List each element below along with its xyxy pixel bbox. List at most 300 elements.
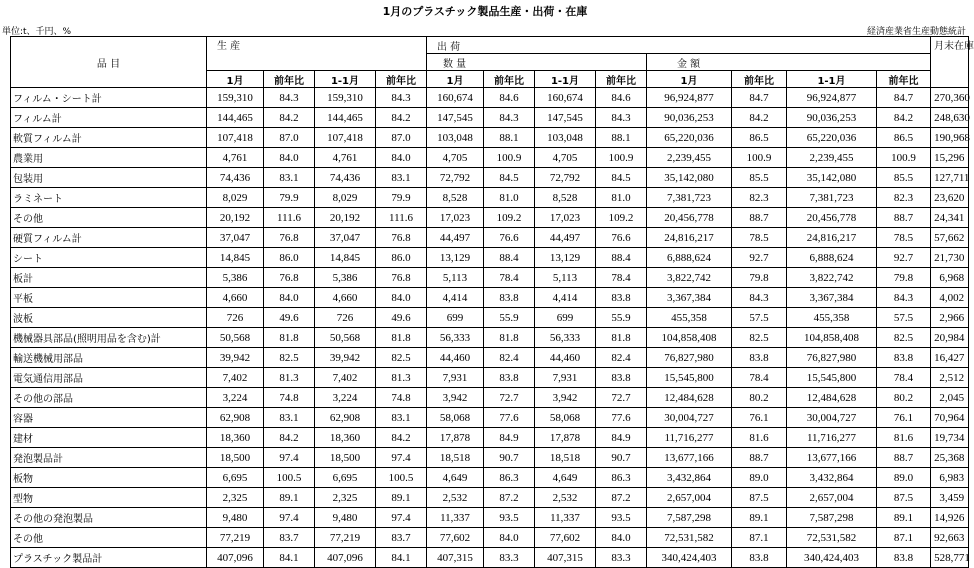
col-amount-cum-yoy: 前年比 xyxy=(877,71,931,88)
table-cell: 407,315 xyxy=(535,548,596,568)
table-cell: 20,984 xyxy=(931,328,969,348)
table-cell: 81.8 xyxy=(376,328,427,348)
col-quantity-jan: 1月 xyxy=(427,71,484,88)
table-cell: 83.7 xyxy=(376,528,427,548)
table-cell: 76.1 xyxy=(732,408,787,428)
table-cell: 84.7 xyxy=(732,88,787,108)
table-cell: 2,325 xyxy=(207,488,264,508)
table-cell: 455,358 xyxy=(647,308,732,328)
table-cell: 3,432,864 xyxy=(647,468,732,488)
table-cell: 83.1 xyxy=(376,168,427,188)
table-cell: 86.0 xyxy=(376,248,427,268)
table-cell: 455,358 xyxy=(787,308,877,328)
table-cell: 76.8 xyxy=(376,268,427,288)
table-cell: 24,816,217 xyxy=(647,228,732,248)
table-cell: 82.5 xyxy=(732,328,787,348)
table-cell: 88.4 xyxy=(484,248,535,268)
row-item-name: フィルム計 xyxy=(11,108,207,128)
table-cell: 82.5 xyxy=(376,348,427,368)
table-cell: 159,310 xyxy=(207,88,264,108)
table-cell: 50,568 xyxy=(207,328,264,348)
table-cell: 79.8 xyxy=(877,268,931,288)
table-cell: 86.3 xyxy=(484,468,535,488)
table-cell: 18,360 xyxy=(315,428,376,448)
table-row xyxy=(11,328,969,348)
row-item-name: その他 xyxy=(11,208,207,228)
table-cell: 14,926 xyxy=(931,508,969,528)
table-cell: 88.1 xyxy=(484,128,535,148)
table-cell: 104,858,408 xyxy=(647,328,732,348)
table-cell: 84.3 xyxy=(376,88,427,108)
table-row xyxy=(11,108,969,128)
table-cell: 62,908 xyxy=(207,408,264,428)
table-cell: 4,414 xyxy=(427,288,484,308)
table-cell: 100.5 xyxy=(264,468,315,488)
table-cell: 83.1 xyxy=(376,408,427,428)
table-cell: 144,465 xyxy=(315,108,376,128)
table-cell: 82.3 xyxy=(732,188,787,208)
table-cell: 44,460 xyxy=(535,348,596,368)
table-row xyxy=(11,308,969,328)
table-cell: 83.1 xyxy=(264,408,315,428)
table-cell: 84.1 xyxy=(264,548,315,568)
table-cell: 83.3 xyxy=(596,548,647,568)
table-cell: 88.1 xyxy=(596,128,647,148)
table-cell: 86.5 xyxy=(732,128,787,148)
table-cell: 93.5 xyxy=(484,508,535,528)
table-cell: 55.9 xyxy=(596,308,647,328)
table-cell: 87.2 xyxy=(596,488,647,508)
shipment-header: 出 荷 xyxy=(427,37,931,54)
table-cell: 83.8 xyxy=(732,348,787,368)
table-cell: 88.4 xyxy=(596,248,647,268)
table-cell: 17,023 xyxy=(535,208,596,228)
table-cell: 78.5 xyxy=(877,228,931,248)
table-cell: 5,113 xyxy=(427,268,484,288)
table-cell: 127,711 xyxy=(931,168,969,188)
table-cell: 82.5 xyxy=(877,328,931,348)
table-cell: 89.1 xyxy=(376,488,427,508)
col-amount-cum: 1-1月 xyxy=(787,71,877,88)
table-cell: 4,761 xyxy=(207,148,264,168)
table-cell: 97.4 xyxy=(376,448,427,468)
table-cell: 83.3 xyxy=(484,548,535,568)
table-cell: 8,528 xyxy=(535,188,596,208)
table-cell: 5,386 xyxy=(315,268,376,288)
table-cell: 5,386 xyxy=(207,268,264,288)
table-cell: 18,518 xyxy=(427,448,484,468)
table-cell: 7,381,723 xyxy=(647,188,732,208)
table-cell: 65,220,036 xyxy=(647,128,732,148)
table-cell: 78.4 xyxy=(877,368,931,388)
table-cell: 97.4 xyxy=(376,508,427,528)
page-title: 1月のプラスチック製品生産・出荷・在庫 xyxy=(382,5,588,18)
table-cell: 4,705 xyxy=(535,148,596,168)
table-cell: 72,531,582 xyxy=(787,528,877,548)
table-row xyxy=(11,408,969,428)
table-cell: 144,465 xyxy=(207,108,264,128)
table-row xyxy=(11,228,969,248)
table-cell: 107,418 xyxy=(315,128,376,148)
table-cell: 4,761 xyxy=(315,148,376,168)
table-cell: 90,036,253 xyxy=(647,108,732,128)
table-cell: 84.2 xyxy=(877,108,931,128)
table-cell: 93.5 xyxy=(596,508,647,528)
table-cell: 56,333 xyxy=(427,328,484,348)
table-cell: 70,964 xyxy=(931,408,969,428)
table-cell: 92.7 xyxy=(732,248,787,268)
table-cell: 84.2 xyxy=(376,108,427,128)
table-cell: 23,620 xyxy=(931,188,969,208)
table-cell: 50,568 xyxy=(315,328,376,348)
table-cell: 89.1 xyxy=(732,508,787,528)
table-cell: 11,716,277 xyxy=(647,428,732,448)
table-cell: 79.9 xyxy=(264,188,315,208)
table-cell: 77,602 xyxy=(535,528,596,548)
table-cell: 84.1 xyxy=(376,548,427,568)
table-cell: 3,367,384 xyxy=(787,288,877,308)
table-cell: 39,942 xyxy=(315,348,376,368)
quantity-header: 数 量 xyxy=(427,54,647,71)
table-cell: 84.3 xyxy=(264,88,315,108)
table-cell: 84.3 xyxy=(596,108,647,128)
table-cell: 8,029 xyxy=(315,188,376,208)
table-cell: 88.7 xyxy=(732,208,787,228)
table-cell: 74,436 xyxy=(315,168,376,188)
table-cell: 82.5 xyxy=(264,348,315,368)
col-amount-jan-yoy: 前年比 xyxy=(732,71,787,88)
table-row xyxy=(11,468,969,488)
table-cell: 81.8 xyxy=(484,328,535,348)
table-cell: 83.8 xyxy=(484,368,535,388)
table-cell: 104,858,408 xyxy=(787,328,877,348)
table-row xyxy=(11,288,969,308)
table-cell: 79.8 xyxy=(732,268,787,288)
table-cell: 2,532 xyxy=(427,488,484,508)
table-cell: 81.0 xyxy=(484,188,535,208)
table-cell: 100.9 xyxy=(596,148,647,168)
table-cell: 24,341 xyxy=(931,208,969,228)
table-cell: 15,545,800 xyxy=(787,368,877,388)
table-row xyxy=(11,428,969,448)
table-cell: 699 xyxy=(535,308,596,328)
table-cell: 19,734 xyxy=(931,428,969,448)
table-cell: 84.0 xyxy=(484,528,535,548)
table-cell: 35,142,080 xyxy=(787,168,877,188)
table-cell: 83.8 xyxy=(732,548,787,568)
table-row xyxy=(11,208,969,228)
col-production-cum-yoy: 前年比 xyxy=(376,71,427,88)
table-cell: 7,931 xyxy=(535,368,596,388)
table-cell: 81.3 xyxy=(264,368,315,388)
table-cell: 83.8 xyxy=(484,288,535,308)
col-production-jan-yoy: 前年比 xyxy=(264,71,315,88)
table-cell: 88.7 xyxy=(877,448,931,468)
table-cell: 82.3 xyxy=(877,188,931,208)
table-cell: 13,129 xyxy=(427,248,484,268)
table-cell: 76.6 xyxy=(484,228,535,248)
table-cell: 8,029 xyxy=(207,188,264,208)
table-cell: 7,587,298 xyxy=(647,508,732,528)
table-cell: 84.0 xyxy=(376,288,427,308)
table-cell: 86.5 xyxy=(877,128,931,148)
table-cell: 3,224 xyxy=(207,388,264,408)
table-cell: 3,459 xyxy=(931,488,969,508)
table-cell: 84.7 xyxy=(877,88,931,108)
table-cell: 9,480 xyxy=(315,508,376,528)
table-cell: 11,337 xyxy=(427,508,484,528)
table-cell: 84.0 xyxy=(376,148,427,168)
table-cell: 2,657,004 xyxy=(647,488,732,508)
table-cell: 49.6 xyxy=(264,308,315,328)
table-cell: 82.4 xyxy=(596,348,647,368)
table-cell: 9,480 xyxy=(207,508,264,528)
table-cell: 83.1 xyxy=(264,168,315,188)
table-cell: 4,660 xyxy=(207,288,264,308)
row-item-name: フィルム・シート計 xyxy=(11,88,207,108)
row-item-name: 電気通信用部品 xyxy=(11,368,207,388)
table-cell: 97.4 xyxy=(264,448,315,468)
table-row xyxy=(11,188,969,208)
table-cell: 160,674 xyxy=(535,88,596,108)
table-cell: 7,587,298 xyxy=(787,508,877,528)
row-item-name: シート xyxy=(11,248,207,268)
table-cell: 84.2 xyxy=(732,108,787,128)
table-cell: 699 xyxy=(427,308,484,328)
table-cell: 72,531,582 xyxy=(647,528,732,548)
table-cell: 2,239,455 xyxy=(787,148,877,168)
table-cell: 84.2 xyxy=(264,428,315,448)
table-cell: 4,649 xyxy=(427,468,484,488)
stock-header: 月末在庫 xyxy=(931,37,969,88)
table-cell: 89.0 xyxy=(732,468,787,488)
table-cell: 726 xyxy=(207,308,264,328)
table-cell: 30,004,727 xyxy=(647,408,732,428)
table-cell: 84.9 xyxy=(596,428,647,448)
table-cell: 6,888,624 xyxy=(787,248,877,268)
table-cell: 81.8 xyxy=(596,328,647,348)
table-cell: 15,296 xyxy=(931,148,969,168)
table-cell: 72,792 xyxy=(535,168,596,188)
table-cell: 16,427 xyxy=(931,348,969,368)
row-item-name: 軟質フィルム計 xyxy=(11,128,207,148)
table-cell: 88.7 xyxy=(732,448,787,468)
table-cell: 84.0 xyxy=(264,148,315,168)
table-cell: 80.2 xyxy=(877,388,931,408)
table-cell: 7,402 xyxy=(207,368,264,388)
table-cell: 17,023 xyxy=(427,208,484,228)
table-cell: 11,337 xyxy=(535,508,596,528)
table-cell: 84.0 xyxy=(596,528,647,548)
table-row xyxy=(11,388,969,408)
table-cell: 81.6 xyxy=(877,428,931,448)
table-cell: 7,381,723 xyxy=(787,188,877,208)
table-cell: 11,716,277 xyxy=(787,428,877,448)
table-cell: 90.7 xyxy=(596,448,647,468)
table-cell: 81.3 xyxy=(376,368,427,388)
table-row xyxy=(11,528,969,548)
table-cell: 77,219 xyxy=(207,528,264,548)
table-cell: 77,602 xyxy=(427,528,484,548)
table-cell: 92,663 xyxy=(931,528,969,548)
table-cell: 18,500 xyxy=(207,448,264,468)
table-cell: 89.0 xyxy=(877,468,931,488)
table-cell: 6,695 xyxy=(207,468,264,488)
row-item-name: ラミネート xyxy=(11,188,207,208)
table-cell: 76.8 xyxy=(264,228,315,248)
table-cell: 44,497 xyxy=(427,228,484,248)
table-cell: 89.1 xyxy=(264,488,315,508)
table-row xyxy=(11,248,969,268)
table-cell: 72.7 xyxy=(484,388,535,408)
row-item-name: 板計 xyxy=(11,268,207,288)
table-cell: 100.9 xyxy=(877,148,931,168)
table-cell: 3,822,742 xyxy=(647,268,732,288)
row-item-name: その他 xyxy=(11,528,207,548)
table-cell: 96,924,877 xyxy=(647,88,732,108)
table-cell: 3,942 xyxy=(535,388,596,408)
row-item-name: 平板 xyxy=(11,288,207,308)
table-cell: 7,931 xyxy=(427,368,484,388)
table-cell: 14,845 xyxy=(315,248,376,268)
table-cell: 84.6 xyxy=(484,88,535,108)
table-cell: 407,315 xyxy=(427,548,484,568)
table-cell: 18,500 xyxy=(315,448,376,468)
table-cell: 74.8 xyxy=(264,388,315,408)
table-cell: 84.3 xyxy=(732,288,787,308)
table-cell: 88.7 xyxy=(877,208,931,228)
table-cell: 76.8 xyxy=(264,268,315,288)
table-cell: 74,436 xyxy=(207,168,264,188)
table-cell: 340,424,403 xyxy=(647,548,732,568)
table-cell: 2,966 xyxy=(931,308,969,328)
table-cell: 109.2 xyxy=(596,208,647,228)
table-cell: 87.1 xyxy=(732,528,787,548)
table-cell: 44,460 xyxy=(427,348,484,368)
table-cell: 109.2 xyxy=(484,208,535,228)
table-cell: 4,705 xyxy=(427,148,484,168)
table-cell: 86.3 xyxy=(596,468,647,488)
table-cell: 58,068 xyxy=(427,408,484,428)
row-item-name: 農業用 xyxy=(11,148,207,168)
unit-note: 単位:t、千円、% xyxy=(2,27,72,37)
table-cell: 55.9 xyxy=(484,308,535,328)
table-cell: 72.7 xyxy=(596,388,647,408)
table-cell: 77,219 xyxy=(315,528,376,548)
table-cell: 65,220,036 xyxy=(787,128,877,148)
table-cell: 87.5 xyxy=(732,488,787,508)
table-cell: 100.9 xyxy=(732,148,787,168)
row-item-name: 輸送機械用部品 xyxy=(11,348,207,368)
table-cell: 57,662 xyxy=(931,228,969,248)
row-item-name: 容器 xyxy=(11,408,207,428)
table-cell: 83.8 xyxy=(596,288,647,308)
table-cell: 44,497 xyxy=(535,228,596,248)
table-cell: 3,942 xyxy=(427,388,484,408)
table-cell: 78.4 xyxy=(484,268,535,288)
table-cell: 77.6 xyxy=(484,408,535,428)
table-cell: 57.5 xyxy=(732,308,787,328)
table-cell: 85.5 xyxy=(877,168,931,188)
table-row xyxy=(11,508,969,528)
source-note: 経済産業省生産動態統計 xyxy=(866,27,966,37)
table-cell: 62,908 xyxy=(315,408,376,428)
table-cell: 56,333 xyxy=(535,328,596,348)
table-cell: 147,545 xyxy=(427,108,484,128)
row-item-name: その他の発泡製品 xyxy=(11,508,207,528)
amount-header: 金 額 xyxy=(647,54,931,71)
col-quantity-cum-yoy: 前年比 xyxy=(596,71,647,88)
table-cell: 147,545 xyxy=(535,108,596,128)
table-cell: 85.5 xyxy=(732,168,787,188)
table-cell: 81.0 xyxy=(596,188,647,208)
table-cell: 78.4 xyxy=(596,268,647,288)
statistics-table xyxy=(10,36,974,568)
table-cell: 407,096 xyxy=(207,548,264,568)
table-cell: 8,528 xyxy=(427,188,484,208)
table-cell: 160,674 xyxy=(427,88,484,108)
table-cell: 7,402 xyxy=(315,368,376,388)
table-cell: 4,414 xyxy=(535,288,596,308)
table-cell: 2,325 xyxy=(315,488,376,508)
table-cell: 3,367,384 xyxy=(647,288,732,308)
table-cell: 6,983 xyxy=(931,468,969,488)
table-cell: 159,310 xyxy=(315,88,376,108)
table-cell: 35,142,080 xyxy=(647,168,732,188)
table-cell: 17,878 xyxy=(427,428,484,448)
production-header: 生 産 xyxy=(207,37,427,71)
table-cell: 82.4 xyxy=(484,348,535,368)
table-cell: 4,002 xyxy=(931,288,969,308)
table-cell: 4,660 xyxy=(315,288,376,308)
col-quantity-cum: 1-1月 xyxy=(535,71,596,88)
table-cell: 2,045 xyxy=(931,388,969,408)
table-cell: 78.5 xyxy=(732,228,787,248)
table-cell: 90,036,253 xyxy=(787,108,877,128)
table-cell: 21,730 xyxy=(931,248,969,268)
table-cell: 78.4 xyxy=(732,368,787,388)
table-cell: 81.8 xyxy=(264,328,315,348)
row-item-name: 発泡製品計 xyxy=(11,448,207,468)
table-cell: 4,649 xyxy=(535,468,596,488)
row-item-name: 硬質フィルム計 xyxy=(11,228,207,248)
table-cell: 18,518 xyxy=(535,448,596,468)
table-cell: 92.7 xyxy=(877,248,931,268)
table-cell: 340,424,403 xyxy=(787,548,877,568)
table-cell: 84.5 xyxy=(596,168,647,188)
table-cell: 77.6 xyxy=(596,408,647,428)
table-cell: 100.9 xyxy=(484,148,535,168)
table-cell: 87.0 xyxy=(376,128,427,148)
table-cell: 100.5 xyxy=(376,468,427,488)
table-cell: 726 xyxy=(315,308,376,328)
table-cell: 3,432,864 xyxy=(787,468,877,488)
table-cell: 84.3 xyxy=(877,288,931,308)
table-cell: 111.6 xyxy=(264,208,315,228)
table-cell: 83.8 xyxy=(877,348,931,368)
table-cell: 87.0 xyxy=(264,128,315,148)
table-cell: 3,224 xyxy=(315,388,376,408)
table-row xyxy=(11,448,969,468)
table-cell: 6,968 xyxy=(931,268,969,288)
table-cell: 90.7 xyxy=(484,448,535,468)
table-cell: 87.1 xyxy=(877,528,931,548)
table-cell: 528,771 xyxy=(931,548,969,568)
col-production-jan: 1月 xyxy=(207,71,264,88)
col-production-cum: 1-1月 xyxy=(315,71,376,88)
row-item-name: 型物 xyxy=(11,488,207,508)
col-quantity-jan-yoy: 前年比 xyxy=(484,71,535,88)
